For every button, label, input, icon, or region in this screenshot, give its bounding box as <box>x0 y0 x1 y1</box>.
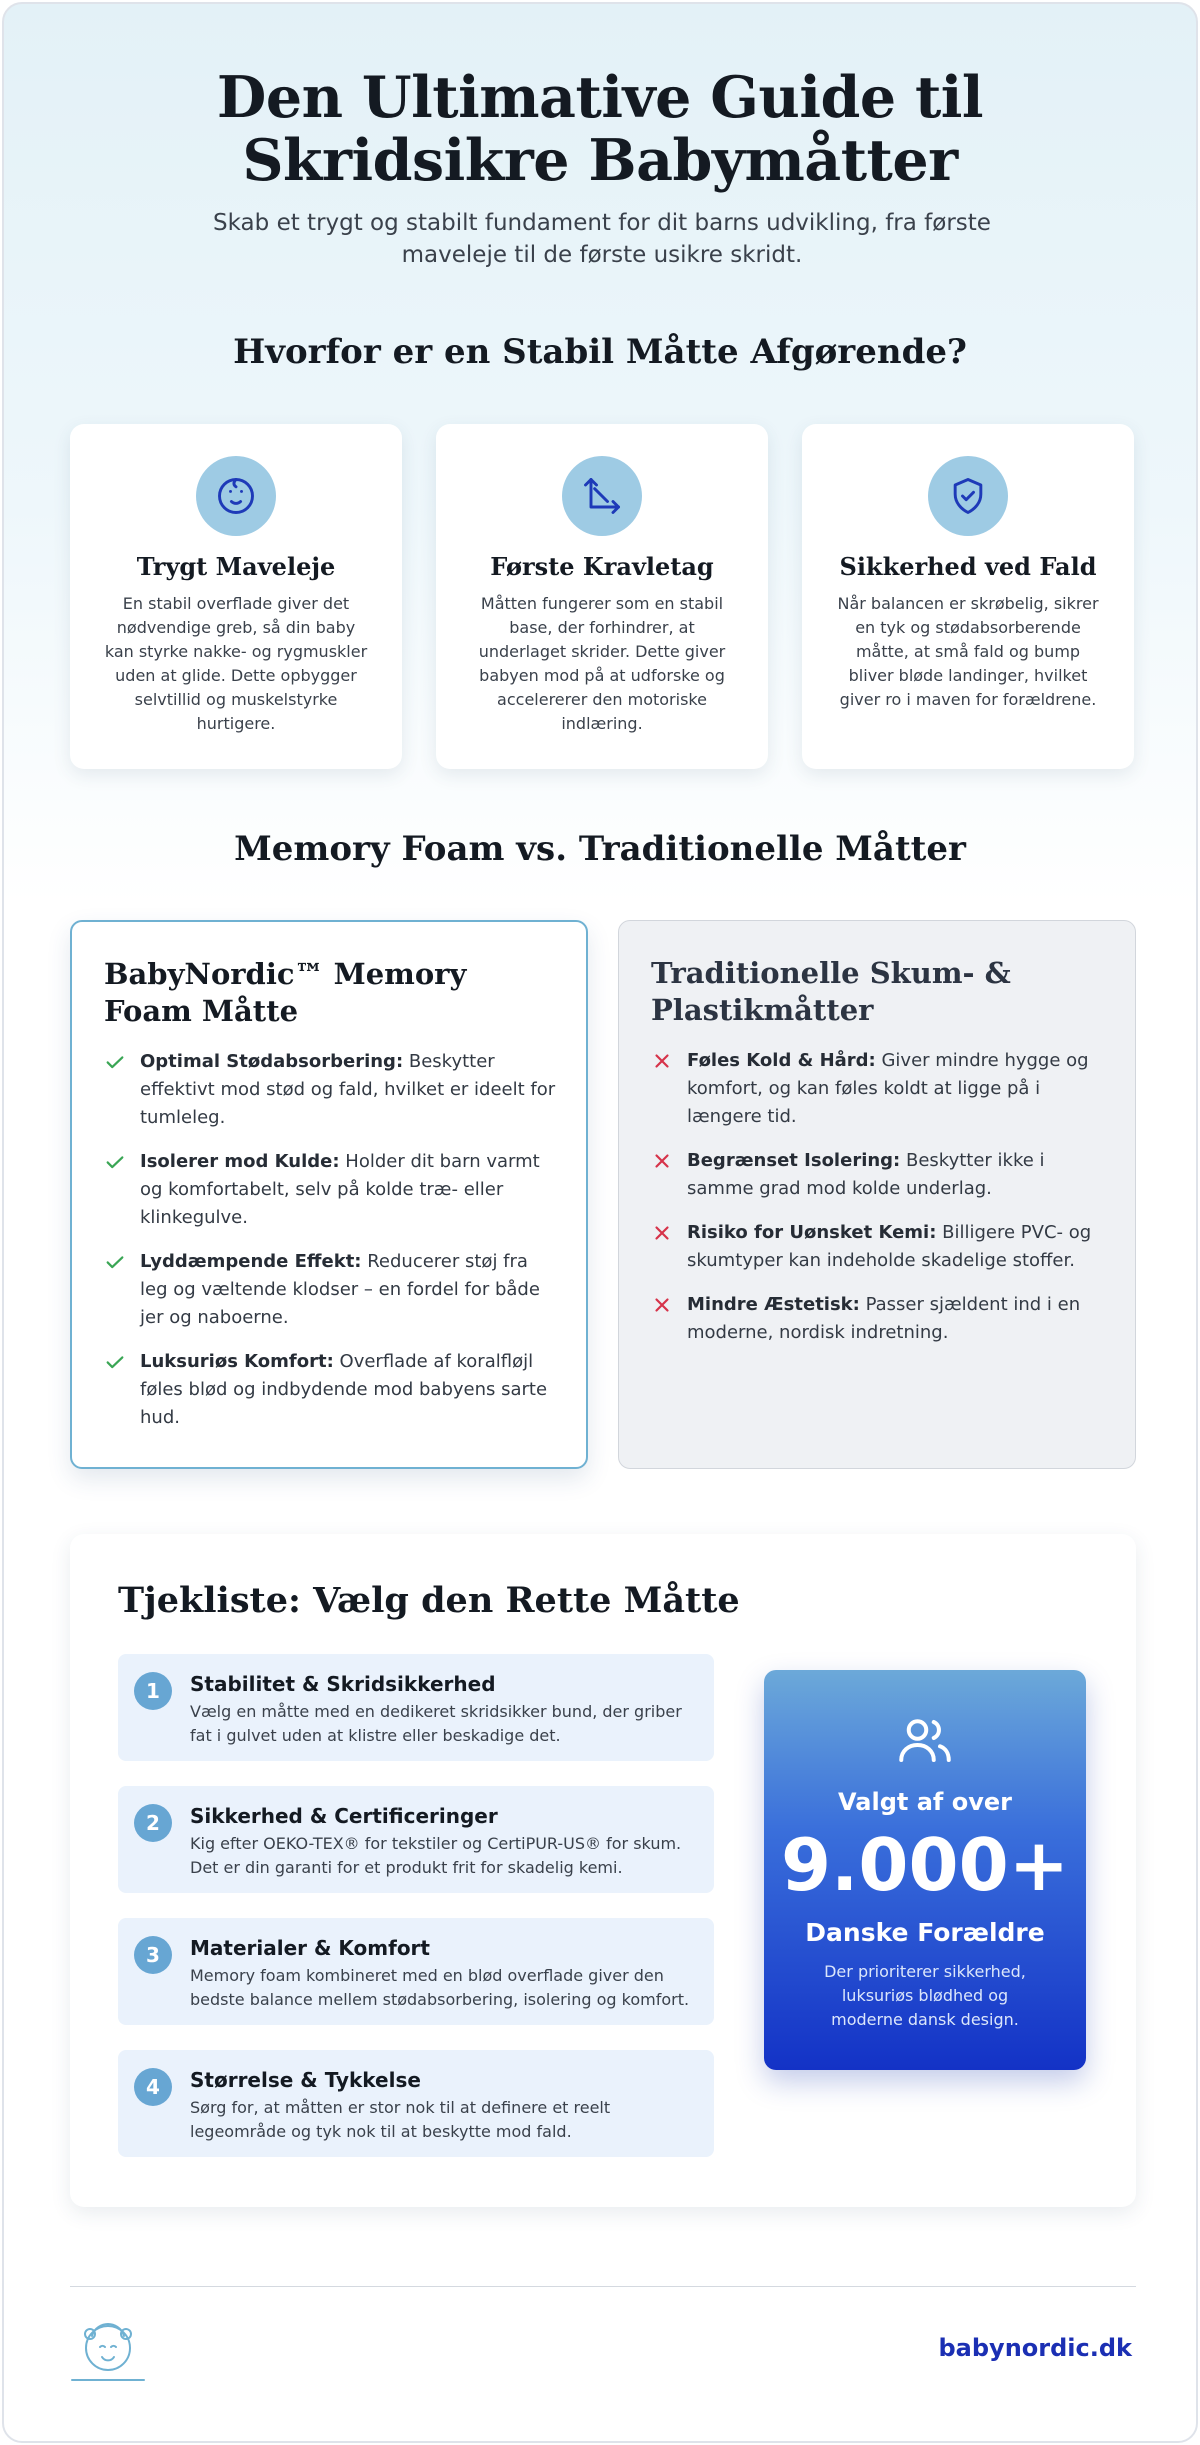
comparison-section-title: Memory Foam vs. Traditionelle Måtter <box>234 829 966 869</box>
check-icon <box>104 1051 126 1073</box>
checklist-item-number: 2 <box>134 1804 172 1842</box>
footer-divider <box>70 2286 1136 2287</box>
con-item-text: Giver mindre hygge og komfort, og kan føles koldt at ligge på i længere tid. <box>687 1050 1089 1127</box>
social-proof-card <box>764 1670 1086 2070</box>
con-item-text: Beskytter ikke i samme grad mod kolde underlag. <box>687 1150 1045 1199</box>
social-proof-text: Der prioriterer sikkerhed, luksuriøs blødhed og moderne dansk design. <box>824 1962 1026 2029</box>
pro-item-title: Lyddæmpende Effekt: <box>140 1251 362 1272</box>
traditional-mats-card <box>618 920 1136 1469</box>
page-title <box>4 66 1196 192</box>
con-item <box>651 1291 1107 1347</box>
checklist-item <box>118 1786 714 1893</box>
users-icon <box>895 1710 955 1770</box>
pro-item-title: Luksuriøs Komfort: <box>140 1351 334 1372</box>
page <box>2 2 1198 2443</box>
page-title-line2: Skridsikre Babymåtter <box>242 127 958 194</box>
con-item-title: Begrænset Isolering: <box>687 1150 901 1171</box>
con-item <box>651 1047 1107 1131</box>
cross-icon <box>651 1222 673 1244</box>
benefit-card-maveleje <box>70 424 402 769</box>
pro-item-title: Isolerer mod Kulde: <box>140 1151 340 1172</box>
cross-icon <box>651 1150 673 1172</box>
checklist-item <box>118 1654 714 1761</box>
check-icon <box>104 1351 126 1373</box>
con-item <box>651 1219 1107 1275</box>
checklist-item-title: Materialer & Komfort <box>190 1936 430 1960</box>
checklist-item <box>118 1918 714 2025</box>
checklist-item-title: Stabilitet & Skridsikkerhed <box>190 1672 496 1696</box>
benefit-card-fald <box>802 424 1134 769</box>
checklist-panel <box>70 1534 1136 2207</box>
cross-icon <box>651 1294 673 1316</box>
benefit-card-title: Trygt Maveleje <box>136 552 336 581</box>
why-section-title: Hvorfor er en Stabil Måtte Afgørende? <box>233 332 967 372</box>
traditional-mats-card-title: Traditionelle Skum- & Plastikmåtter <box>651 956 1011 1027</box>
social-proof-label: Danske Forældre <box>805 1918 1045 1947</box>
checklist-item-text: Vælg en måtte med en dedikeret skridsikker bund, der griber fat i gulvet uden at klistre eller beskadige det. <box>190 1702 682 1745</box>
traditional-mats-cons-list <box>651 1047 1107 1363</box>
check-icon <box>104 1251 126 1273</box>
social-proof-lead: Valgt af over <box>838 1788 1012 1816</box>
page-title-line1: Den Ultimative Guide til <box>216 64 984 131</box>
con-item <box>651 1147 1107 1203</box>
con-item-text: Billigere PVC- og skumtyper kan indeholde skadelige stoffer. <box>687 1222 1092 1271</box>
shield-check-icon <box>928 456 1008 536</box>
memory-foam-pros-list <box>104 1048 560 1448</box>
baby-face-icon <box>196 456 276 536</box>
checklist-item-title: Sikkerhed & Certificeringer <box>190 1804 498 1828</box>
benefit-card-text: Måtten fungerer som en stabil base, der forhindrer, at underlaget skrider. Dette giver babyen mod på at udforske og accelererer den motoriske indlæring. <box>478 594 726 733</box>
checklist-title: Tjekliste: Vælg den Rette Måtte <box>118 1580 740 1621</box>
pro-item-title: Optimal Stødabsorbering: <box>140 1051 404 1072</box>
baby-logo-icon <box>70 2314 146 2384</box>
checklist-item <box>118 2050 714 2157</box>
benefit-card-title: Sikkerhed ved Fald <box>839 552 1097 581</box>
pro-item <box>104 1148 560 1232</box>
pro-item-text: Beskytter effektivt mod stød og fald, hvilket er ideelt for tumleleg. <box>140 1051 556 1128</box>
benefit-card-text: En stabil overflade giver det nødvendige greb, så din baby kan styrke nakke- og rygmuskler uden at glide. Dette opbygger selvtillid og muskelstyrke hurtigere. <box>104 594 368 733</box>
memory-foam-card <box>70 920 588 1469</box>
pro-item-text: Reducerer støj fra leg og væltende klodser – en fordel for både jer og naboerne. <box>140 1251 540 1328</box>
checklist-item-number: 4 <box>134 2068 172 2106</box>
cross-icon <box>651 1050 673 1072</box>
social-proof-number: 9.000+ <box>780 1823 1070 1907</box>
checklist-item-text: Memory foam kombineret med en blød overflade giver den bedste balance mellem stødabsorbering, isolering og komfort. <box>190 1966 690 2009</box>
pro-item <box>104 1048 560 1132</box>
checklist-item-text: Kig efter OEKO-TEX® for tekstiler og CertiPUR-US® for skum. Det er din garanti for et produkt frit for skadelig kemi. <box>190 1834 682 1877</box>
footer-website-link[interactable]: babynordic.dk <box>938 2334 1132 2362</box>
benefit-card-text: Når balancen er skrøbelig, sikrer en tyk og stødabsorberende måtte, at små fald og bump bliver bløde landinger, hvilket giver ro i maven for forældrene. <box>837 594 1099 709</box>
check-icon <box>104 1151 126 1173</box>
memory-foam-card-title: BabyNordic™ Memory Foam Måtte <box>104 957 467 1028</box>
con-item-title: Mindre Æstetisk: <box>687 1294 860 1315</box>
benefit-card-kravletag <box>436 424 768 769</box>
benefit-card-title: Første Kravletag <box>490 552 714 581</box>
con-item-text: Passer sjældent ind i en moderne, nordisk indretning. <box>687 1294 1081 1343</box>
con-item-title: Føles Kold & Hård: <box>687 1050 876 1071</box>
checklist-item-number: 3 <box>134 1936 172 1974</box>
con-item-title: Risiko for Uønsket Kemi: <box>687 1222 937 1243</box>
pro-item-text: Overflade af koralfløjl føles blød og indbydende mod babyens sarte hud. <box>140 1351 548 1428</box>
move-arrows-icon <box>562 456 642 536</box>
pro-item <box>104 1348 560 1432</box>
checklist-item-text: Sørg for, at måtten er stor nok til at definere et reelt legeområde og tyk nok til at beskytte mod fald. <box>190 2098 611 2141</box>
page-subtitle: Skab et trygt og stabilt fundament for dit barns udvikling, fra første maveleje til de første usikre skridt. <box>213 210 991 268</box>
pro-item-text: Holder dit barn varmt og komfortabelt, selv på kolde træ- eller klinkegulve. <box>140 1151 540 1228</box>
pro-item <box>104 1248 560 1332</box>
checklist-item-number: 1 <box>134 1672 172 1710</box>
checklist-item-title: Størrelse & Tykkelse <box>190 2068 421 2092</box>
